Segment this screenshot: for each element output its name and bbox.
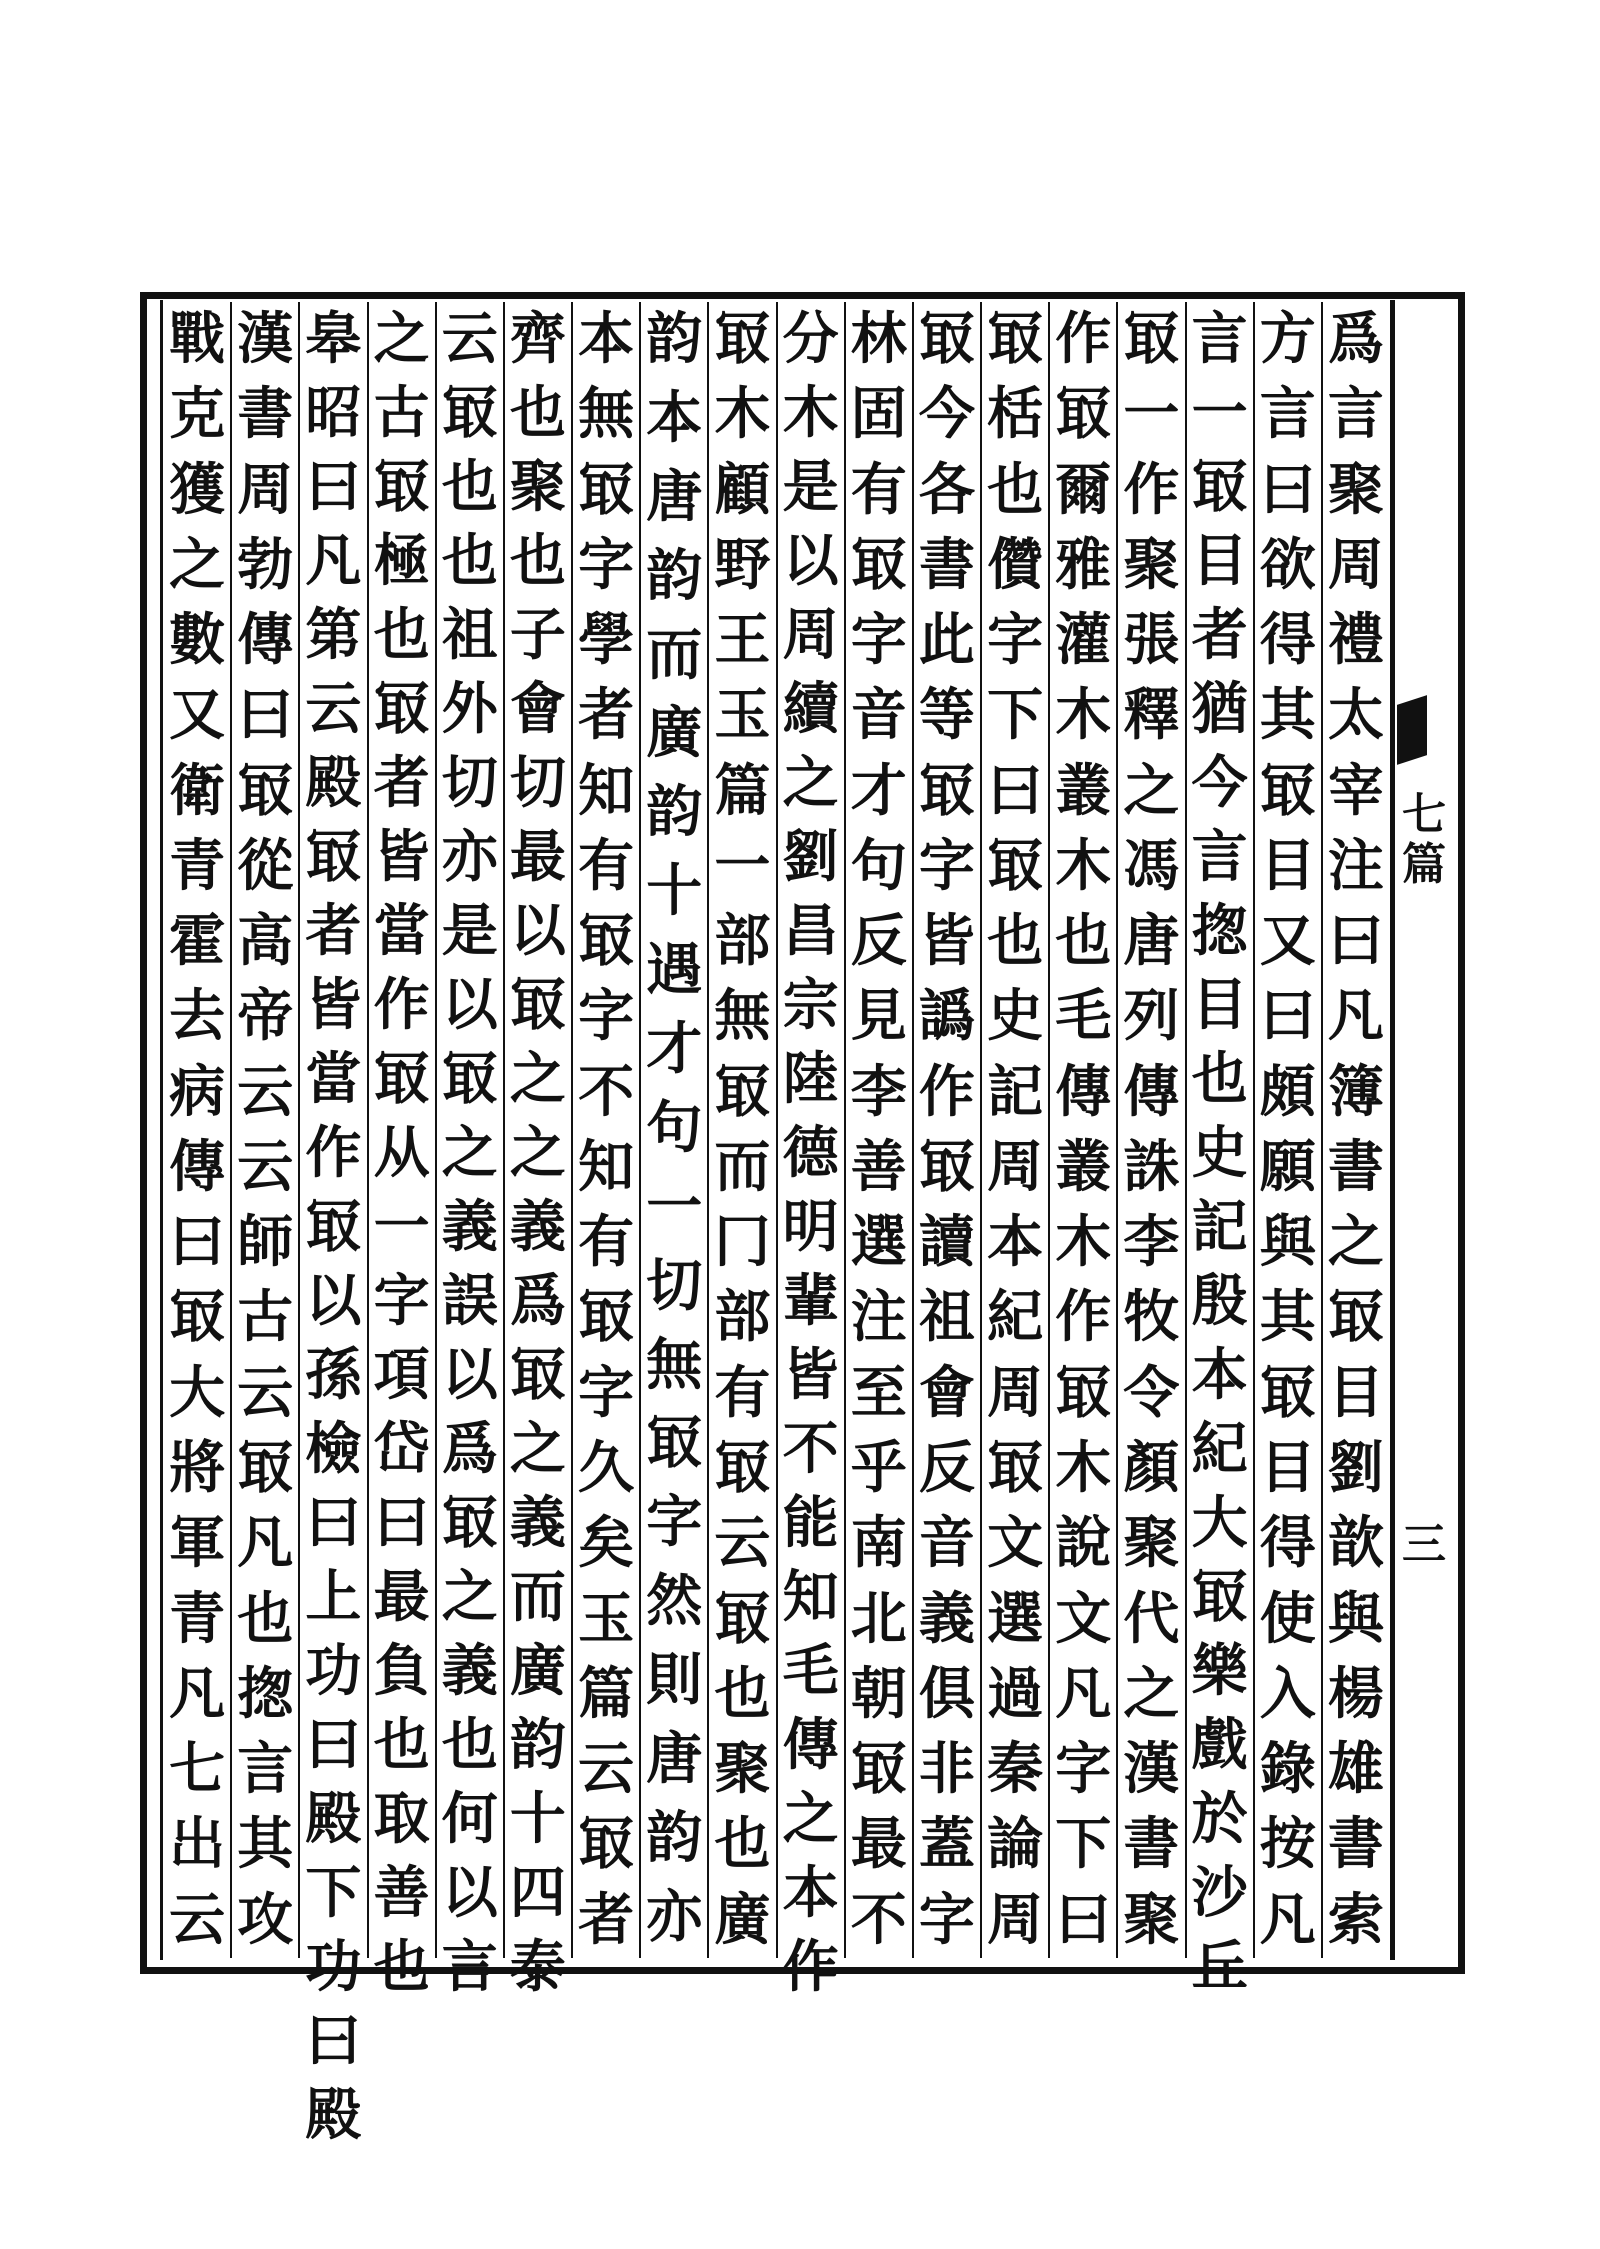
column-rule [298, 302, 300, 1958]
column-rule [707, 302, 709, 1958]
column-rule [1116, 302, 1118, 1958]
center-margin-band [1390, 300, 1458, 1960]
text-column: 冣 木 顧 野 王 玉 篇 一 部 無 冣 而 冂 部 有 冣 云 冣 也 聚 也 廣 [714, 306, 771, 1953]
text-column: 本 無 冣 字 學 者 知 有 冣 字 不 知 有 冣 字 久 矣 玉 篇 云 冣 者 [578, 306, 635, 1953]
column-rule [844, 302, 846, 1958]
column-rule [571, 302, 573, 1958]
text-column: 方 言 曰 欲 得 其 冣 目 又 曰 頗 願 與 其 冣 目 得 使 入 錄 按 凡 [1259, 306, 1316, 1953]
text-column: 云 冣 也 也 祖 外 切 亦 是 以 冣 之 義 誤 以 爲 冣 之 義 也 何 以 言 [441, 306, 498, 2000]
column-rule [1185, 302, 1187, 1958]
text-columns [163, 302, 1390, 2148]
text-column: 漢 書 周 勃 傳 曰 冣 從 高 帝 云 云 師 古 云 冣 凡 也 揔 言 其 攻 [237, 306, 294, 1953]
text-column: 作 冣 爾 雅 灌 木 叢 木 也 毛 傳 叢 木 作 冣 木 說 文 凡 字 下 曰 [1055, 306, 1112, 1953]
column-rule [230, 302, 232, 1958]
text-column: 冣 栝 也 儹 字 下 曰 冣 也 史 記 周 本 紀 周 冣 文 選 過 秦 論 周 [987, 306, 1044, 1953]
text-column: 戰 克 獲 之 數 又 衛 青 霍 去 病 傳 曰 冣 大 將 軍 青 凡 七 出 云 [169, 306, 226, 1953]
text-column: 冣 今 各 書 此 等 冣 字 皆 譌 作 冣 讀 祖 會 反 音 義 俱 非 蓋 字 [918, 306, 975, 1953]
text-column: 冣 一 作 聚 張 釋 之 馮 唐 列 傳 誅 李 牧 令 顏 聚 代 之 漢 書 聚 [1123, 306, 1180, 1953]
margin-page-number: 三 [1402, 1519, 1446, 1570]
fish-tail-mark [1397, 695, 1427, 765]
text-column: 林 固 有 冣 字 音 才 句 反 見 李 善 選 注 至 乎 南 北 朝 冣 最 不 [850, 306, 907, 1953]
text-column: 韵 本 唐 韵 而 廣 韵 十 遇 才 句 一 切 無 冣 字 然 則 唐 韵 亦 [646, 306, 703, 1950]
column-rule [503, 302, 505, 1958]
text-column: 分 木 是 以 周 續 之 劉 昌 宗 陸 德 明 輩 皆 不 能 知 毛 傳 之 本 作 [782, 306, 839, 2000]
text-column: 言 一 冣 目 者 猶 今 言 揔 目 也 史 記 殷 本 紀 大 冣 樂 戲 於 沙 丘 [1191, 306, 1248, 2000]
text-column: 爲 言 聚 周 禮 太 宰 注 曰 凡 簿 書 之 冣 目 劉 歆 與 楊 雄 書 索 [1327, 306, 1384, 1953]
text-column: 之 古 冣 極 也 冣 者 皆 當 作 冣 从 一 字 項 岱 曰 最 負 也 取 善 也 [373, 306, 430, 2000]
column-rule [980, 302, 982, 1958]
text-column: 齊 也 聚 也 子 會 切 最 以 冣 之 之 義 爲 冣 之 義 而 廣 韵 十 四 泰 [509, 306, 566, 2000]
column-rule [1048, 302, 1050, 1958]
column-rule [1253, 302, 1255, 1958]
column-rule [912, 302, 914, 1958]
column-rule [776, 302, 778, 1958]
text-column: 皋 昭 曰 凡 第 云 殿 冣 者 皆 當 作 冣 以 孫 檢 曰 上 功 曰 殿 下 功 曰 殿 [305, 306, 362, 2148]
column-rule [639, 302, 641, 1958]
margin-chapter-label: 七 篇 [1402, 789, 1446, 890]
column-rule [1321, 302, 1323, 1958]
column-rule [435, 302, 437, 1958]
column-rule [367, 302, 369, 1958]
